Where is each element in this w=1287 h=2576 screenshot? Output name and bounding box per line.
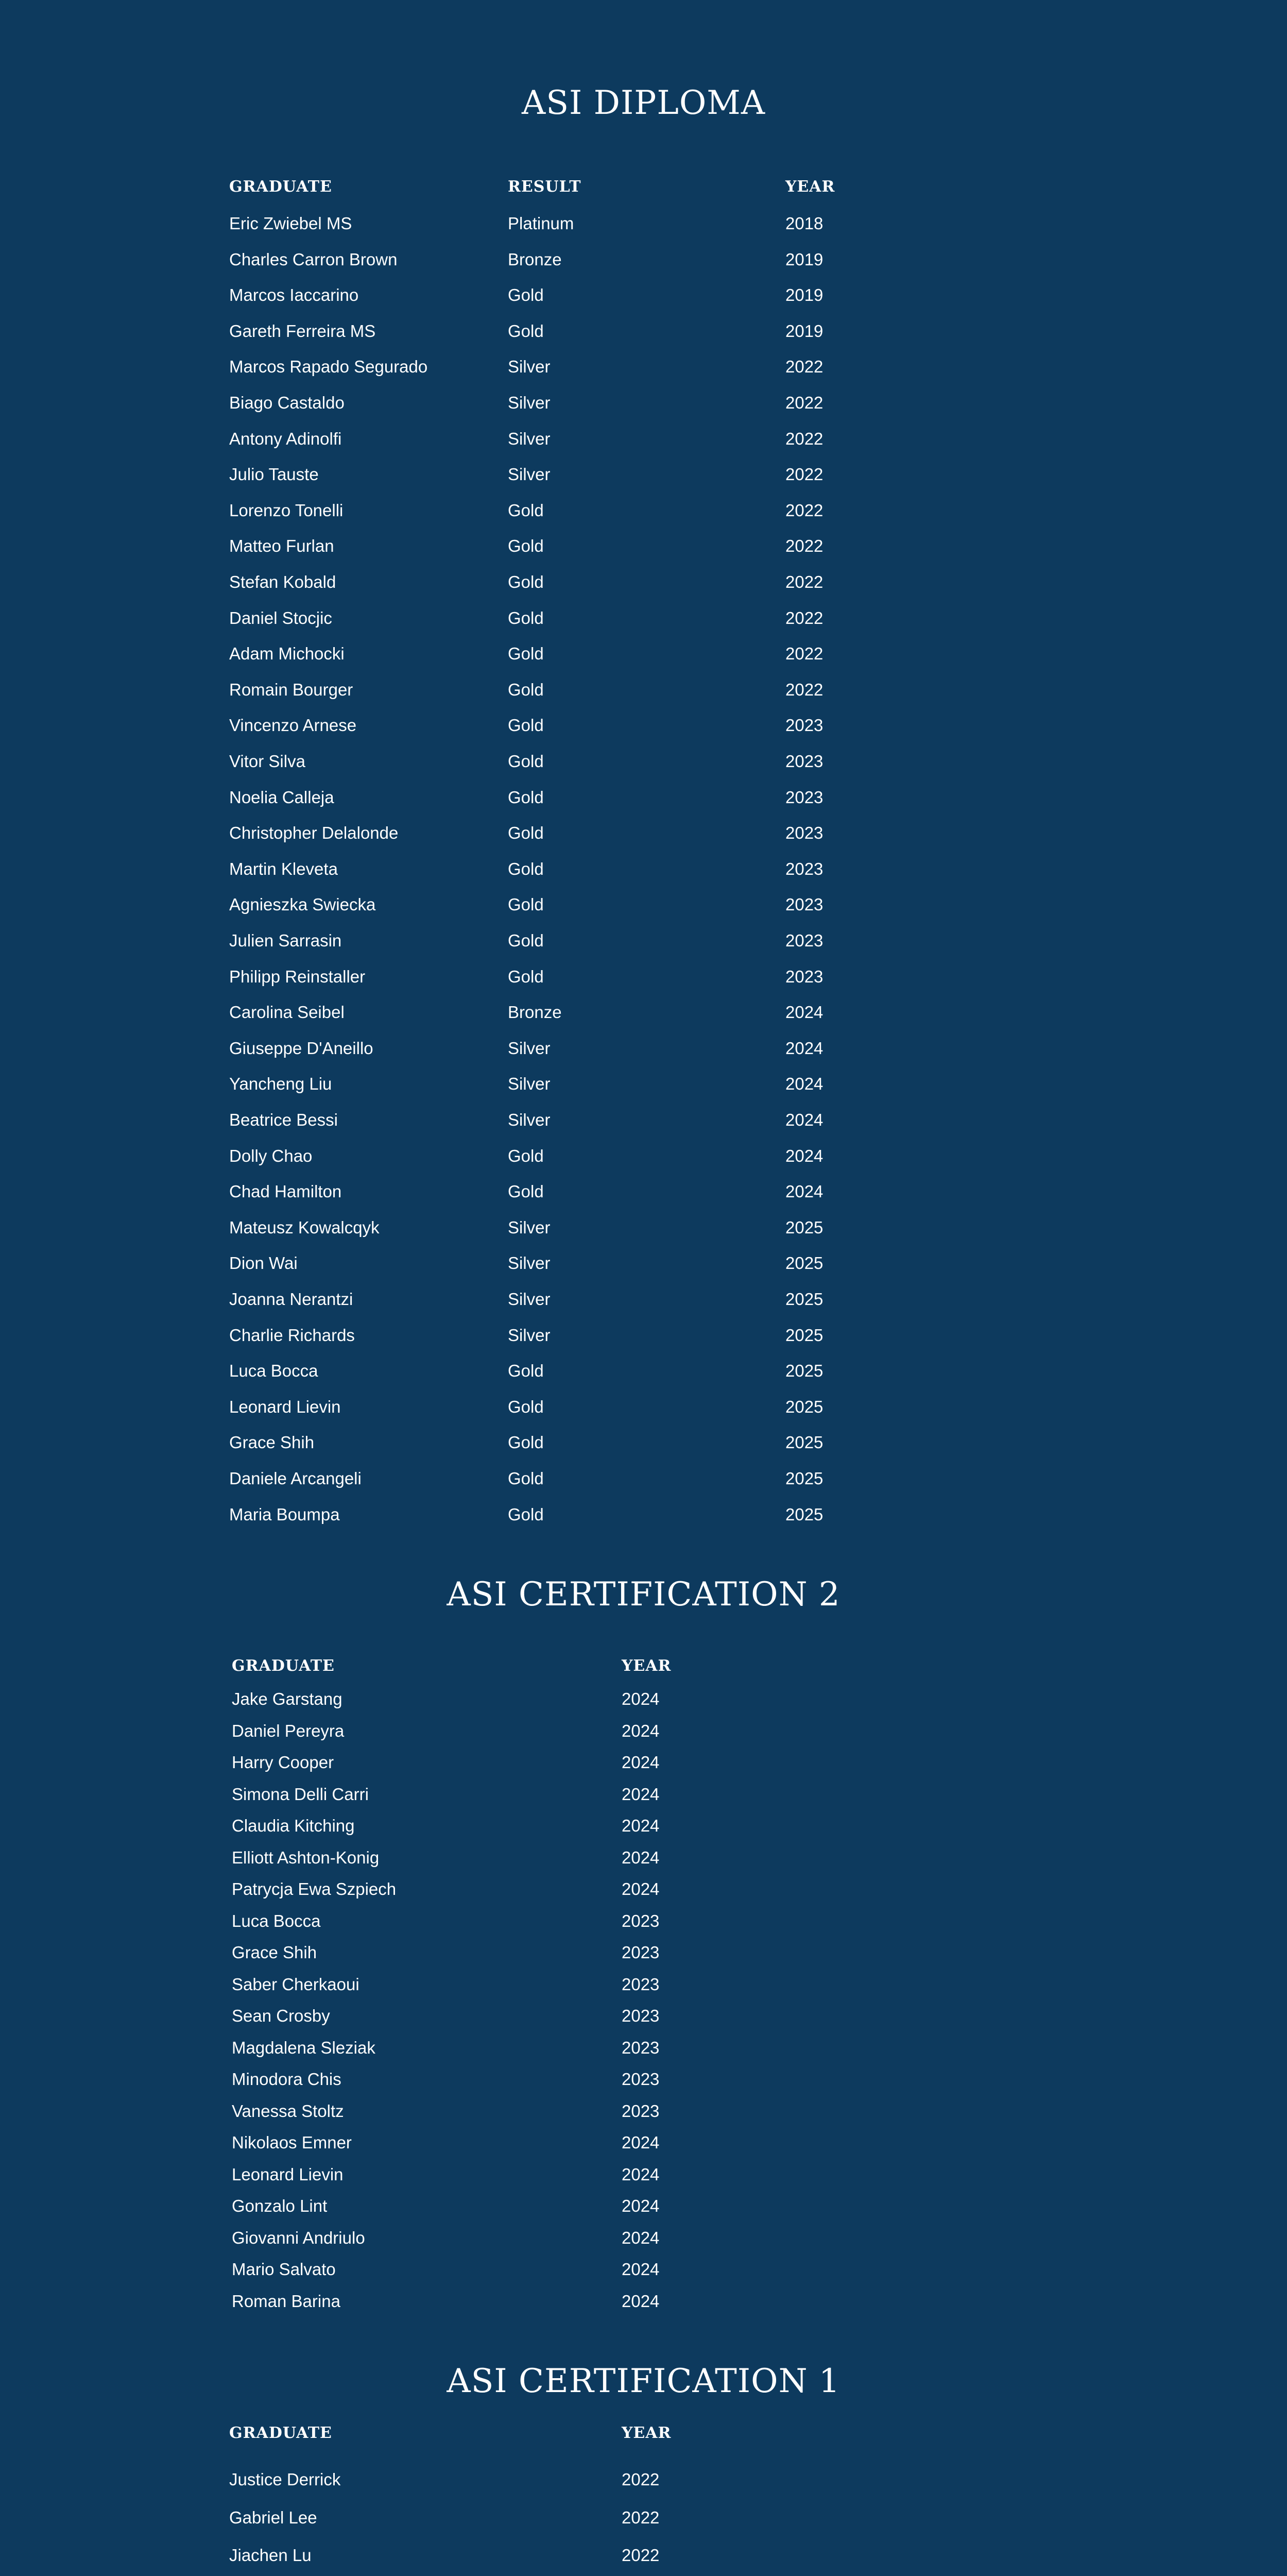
cell-year: 2024	[785, 1074, 823, 1093]
cell-graduate: Martin Kleveta	[229, 859, 338, 878]
cell-year: 2024	[622, 2196, 660, 2215]
cell-graduate: Daniel Stocjic	[229, 608, 332, 628]
cell-year: 2023	[785, 931, 823, 950]
cell-graduate: Julio Tauste	[229, 465, 319, 484]
cell-year: 2024	[622, 2260, 660, 2279]
cell-graduate: Beatrice Bessi	[229, 1110, 338, 1129]
cell-graduate: Magdalena Sleziak	[232, 2038, 375, 2057]
cell-graduate: Giovanni Andriulo	[232, 2228, 365, 2247]
cell-graduate: Jake Garstang	[232, 1689, 342, 1708]
cell-graduate: Lorenzo Tonelli	[229, 501, 344, 520]
cell-graduate: Chad Hamilton	[229, 1182, 342, 1201]
cell-result: Silver	[508, 357, 551, 376]
cell-result: Gold	[508, 1505, 544, 1524]
cell-graduate: Leonard Lievin	[232, 2165, 344, 2184]
cell-graduate: Marcos Rapado Segurado	[229, 357, 428, 376]
cell-year: 2024	[622, 1848, 660, 1867]
cell-year: 2022	[785, 465, 823, 484]
cell-result: Gold	[508, 1182, 544, 1201]
cell-year: 2022	[785, 501, 823, 520]
cell-year: 2023	[785, 859, 823, 878]
cell-year: 2023	[785, 895, 823, 914]
cell-graduate: Luca Bocca	[229, 1361, 318, 1380]
cell-year: 2023	[622, 2102, 660, 2121]
cell-result: Gold	[508, 321, 544, 341]
cell-year: 2025	[785, 1290, 823, 1309]
cell-result: Silver	[508, 429, 551, 448]
diploma-header-graduate: GRADUATE	[229, 178, 332, 196]
cell-graduate: Gareth Ferreira MS	[229, 321, 376, 341]
cell-graduate: Dion Wai	[229, 1253, 298, 1273]
cell-graduate: Christopher Delalonde	[229, 823, 399, 842]
cell-year: 2022	[622, 2470, 660, 2489]
cell-year: 2023	[785, 716, 823, 735]
cell-result: Silver	[508, 1074, 551, 1093]
cell-year: 2023	[785, 967, 823, 986]
cell-year: 2024	[785, 1003, 823, 1022]
diploma-header-result: RESULT	[508, 178, 581, 196]
cell-result: Silver	[508, 1218, 551, 1237]
cell-graduate: Gonzalo Lint	[232, 2196, 328, 2215]
cell-year: 2025	[785, 1505, 823, 1524]
cell-graduate: Philipp Reinstaller	[229, 967, 366, 986]
cell-result: Gold	[508, 501, 544, 520]
cell-result: Gold	[508, 536, 544, 555]
cell-graduate: Saber Cherkaoui	[232, 1975, 359, 1994]
cell-year: 2022	[785, 644, 823, 663]
diploma-title: ASI DIPLOMA	[521, 84, 766, 122]
cell-graduate: Vitor Silva	[229, 752, 305, 771]
cell-graduate: Vincenzo Arnese	[229, 716, 357, 735]
cell-result: Bronze	[508, 250, 562, 269]
certification1-header-year: YEAR	[622, 2424, 672, 2442]
diploma-header-year: YEAR	[785, 178, 835, 196]
cell-graduate: Mateusz Kowalcqyk	[229, 1218, 380, 1237]
cell-year: 2022	[785, 357, 823, 376]
cell-graduate: Julien Sarrasin	[229, 931, 342, 950]
cell-year: 2022	[785, 536, 823, 555]
cell-year: 2022	[785, 429, 823, 448]
cell-result: Gold	[508, 788, 544, 807]
cell-year: 2025	[785, 1469, 823, 1488]
cell-year: 2022	[785, 680, 823, 699]
cell-year: 2024	[622, 1816, 660, 1835]
cell-year: 2023	[622, 2006, 660, 2025]
cell-year: 2024	[622, 2292, 660, 2311]
cell-result: Silver	[508, 465, 551, 484]
cell-year: 2023	[785, 788, 823, 807]
cell-year: 2019	[785, 285, 823, 304]
cell-result: Gold	[508, 1146, 544, 1165]
cell-graduate: Grace Shih	[232, 1943, 317, 1962]
cell-graduate: Jiachen Lu	[229, 2546, 312, 2565]
cell-graduate: Gabriel Lee	[229, 2508, 317, 2527]
cell-graduate: Eric Zwiebel MS	[229, 214, 352, 233]
cell-year: 2018	[785, 214, 823, 233]
cell-graduate: Mario Salvato	[232, 2260, 336, 2279]
cell-year: 2024	[785, 1182, 823, 1201]
cell-year: 2022	[622, 2508, 660, 2527]
cell-year: 2025	[785, 1326, 823, 1345]
cell-graduate: Daniel Pereyra	[232, 1721, 345, 1740]
cell-year: 2024	[622, 1785, 660, 1804]
cell-year: 2023	[785, 752, 823, 771]
cell-year: 2025	[785, 1218, 823, 1237]
cell-year: 2024	[622, 2228, 660, 2247]
cell-year: 2024	[622, 1879, 660, 1899]
cell-result: Gold	[508, 895, 544, 914]
certification1-header-graduate: GRADUATE	[229, 2424, 332, 2442]
cell-year: 2019	[785, 321, 823, 341]
cell-year: 2024	[785, 1110, 823, 1129]
cell-result: Bronze	[508, 1003, 562, 1022]
cell-graduate: Maria Boumpa	[229, 1505, 340, 1524]
certification2-header-year: YEAR	[622, 1657, 672, 1675]
cell-graduate: Charlie Richards	[229, 1326, 355, 1345]
cell-graduate: Dolly Chao	[229, 1146, 313, 1165]
cell-year: 2022	[785, 608, 823, 628]
cell-result: Gold	[508, 1433, 544, 1452]
cell-graduate: Leonard Lievin	[229, 1397, 341, 1416]
cell-graduate: Stefan Kobald	[229, 572, 336, 591]
cell-graduate: Antony Adinolfi	[229, 429, 342, 448]
cell-year: 2024	[785, 1146, 823, 1165]
cell-year: 2019	[785, 250, 823, 269]
cell-result: Silver	[508, 1326, 551, 1345]
cell-year: 2023	[622, 2070, 660, 2089]
cell-graduate: Adam Michocki	[229, 644, 345, 663]
cell-result: Gold	[508, 823, 544, 842]
cell-year: 2024	[622, 2133, 660, 2152]
cell-graduate: Vanessa Stoltz	[232, 2102, 344, 2121]
cell-graduate: Minodora Chis	[232, 2070, 341, 2089]
cell-year: 2025	[785, 1433, 823, 1452]
certification1-title: ASI CERTIFICATION 1	[447, 2362, 840, 2400]
cell-graduate: Giuseppe D'Aneillo	[229, 1039, 373, 1058]
cell-result: Gold	[508, 967, 544, 986]
cell-result: Gold	[508, 716, 544, 735]
cell-graduate: Matteo Furlan	[229, 536, 334, 555]
cell-result: Gold	[508, 572, 544, 591]
cell-graduate: Yancheng Liu	[229, 1074, 332, 1093]
cell-result: Gold	[508, 608, 544, 628]
cell-result: Gold	[508, 680, 544, 699]
cell-year: 2025	[785, 1361, 823, 1380]
cell-result: Silver	[508, 1110, 551, 1129]
cell-result: Gold	[508, 1397, 544, 1416]
cell-graduate: Claudia Kitching	[232, 1816, 355, 1835]
certification2-title: ASI CERTIFICATION 2	[447, 1575, 840, 1614]
certification2-header-graduate: GRADUATE	[232, 1657, 335, 1675]
cell-graduate: Joanna Nerantzi	[229, 1290, 353, 1309]
cell-year: 2024	[785, 1039, 823, 1058]
cell-graduate: Carolina Seibel	[229, 1003, 345, 1022]
cell-year: 2024	[622, 1753, 660, 1772]
cell-year: 2024	[622, 1721, 660, 1740]
cell-result: Gold	[508, 931, 544, 950]
cell-year: 2023	[622, 1975, 660, 1994]
cell-graduate: Elliott Ashton-Konig	[232, 1848, 380, 1867]
cell-year: 2022	[785, 393, 823, 412]
cell-year: 2023	[622, 1911, 660, 1930]
cell-year: 2024	[622, 2165, 660, 2184]
cell-result: Silver	[508, 1290, 551, 1309]
cell-result: Silver	[508, 1253, 551, 1273]
cell-graduate: Nikolaos Emner	[232, 2133, 352, 2152]
cell-year: 2025	[785, 1253, 823, 1273]
cell-year: 2024	[622, 1689, 660, 1708]
cell-result: Gold	[508, 285, 544, 304]
cell-graduate: Charles Carron Brown	[229, 250, 398, 269]
cell-graduate: Noelia Calleja	[229, 788, 334, 807]
cell-year: 2025	[785, 1397, 823, 1416]
cell-graduate: Grace Shih	[229, 1433, 315, 1452]
cell-result: Platinum	[508, 214, 574, 233]
cell-year: 2023	[622, 1943, 660, 1962]
cell-result: Gold	[508, 1361, 544, 1380]
cell-result: Silver	[508, 393, 551, 412]
cell-year: 2022	[622, 2546, 660, 2565]
cell-graduate: Harry Cooper	[232, 1753, 334, 1772]
cell-result: Silver	[508, 1039, 551, 1058]
cell-year: 2022	[785, 572, 823, 591]
cell-graduate: Sean Crosby	[232, 2006, 330, 2025]
cell-result: Gold	[508, 644, 544, 663]
cell-graduate: Romain Bourger	[229, 680, 353, 699]
cell-graduate: Marcos Iaccarino	[229, 285, 359, 304]
cell-result: Gold	[508, 859, 544, 878]
cell-graduate: Daniele Arcangeli	[229, 1469, 362, 1488]
cell-graduate: Simona Delli Carri	[232, 1785, 369, 1804]
cell-graduate: Patrycja Ewa Szpiech	[232, 1879, 397, 1899]
cell-result: Gold	[508, 752, 544, 771]
cell-result: Gold	[508, 1469, 544, 1488]
cell-graduate: Luca Bocca	[232, 1911, 321, 1930]
cell-graduate: Agnieszka Swiecka	[229, 895, 376, 914]
cell-graduate: Roman Barina	[232, 2292, 340, 2311]
cell-graduate: Biago Castaldo	[229, 393, 345, 412]
cell-graduate: Justice Derrick	[229, 2470, 341, 2489]
cell-year: 2023	[785, 823, 823, 842]
cell-year: 2023	[622, 2038, 660, 2057]
